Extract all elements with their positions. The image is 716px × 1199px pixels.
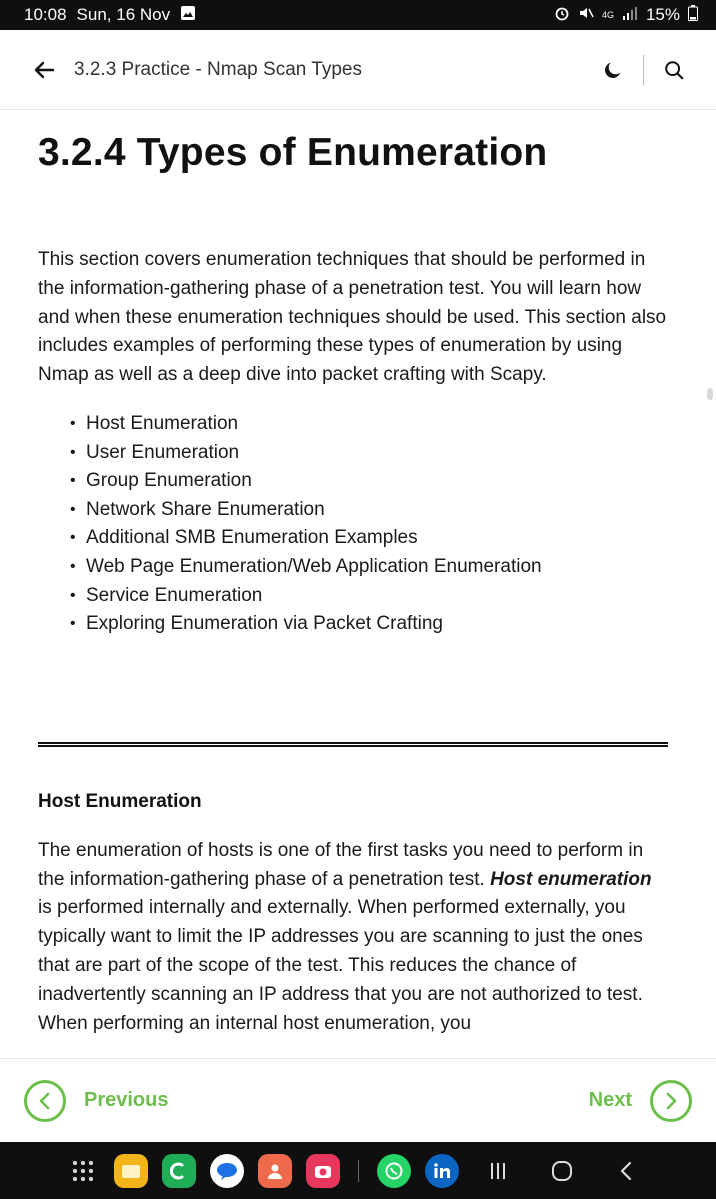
dark-mode-button[interactable] bbox=[591, 48, 635, 92]
mute-icon bbox=[578, 5, 594, 26]
network-type: 4G bbox=[601, 9, 614, 20]
intro-paragraph: This section covers enumeration techniques that should be performed in the information-gathering phase of a penetration test. You will learn how and when these enumeration techniques should be used. This section also includes examples of performing these types of enumeration by using Nmap as well as a deep dive into packet crafting with Scapy. bbox=[38, 249, 667, 386]
chevron-left-icon bbox=[619, 1161, 633, 1181]
list-item: • Service Enumeration bbox=[70, 582, 670, 611]
whatsapp-app-icon[interactable] bbox=[377, 1154, 411, 1188]
status-time: 10:08 bbox=[24, 5, 67, 24]
alarm-icon bbox=[554, 5, 570, 26]
battery-level: 15% bbox=[645, 5, 680, 24]
gallery-icon bbox=[180, 5, 196, 26]
phone-app-icon[interactable] bbox=[162, 1154, 196, 1188]
back-nav-button[interactable] bbox=[601, 1154, 651, 1188]
host-enumeration-paragraph bbox=[38, 837, 670, 1039]
messages-app-icon[interactable] bbox=[210, 1154, 244, 1188]
host-para-text-2: is performed internally and externally. When performed externally, you typically want to limit the IP addresses you are scanning to just the ones that are part of the scope of the test. This reduces the chance of inadvertently scanning an IP address that you are not authorized to test. When performing an internal host enumeration, you bbox=[38, 897, 643, 1034]
next-button[interactable] bbox=[589, 1080, 692, 1122]
camera-app-icon[interactable] bbox=[306, 1154, 340, 1188]
list-item: • Host Enumeration bbox=[70, 410, 670, 439]
chevron-right-icon bbox=[661, 1091, 681, 1111]
home-button[interactable] bbox=[537, 1154, 587, 1188]
app-bar-title: 3.2.3 Practice - Nmap Scan Types bbox=[74, 58, 362, 80]
toolbar-divider bbox=[643, 55, 644, 85]
list-item: • User Enumeration bbox=[70, 439, 670, 468]
next-label: Next bbox=[588, 1089, 632, 1111]
recent-apps-button[interactable] bbox=[473, 1154, 523, 1188]
previous-label: Previous bbox=[84, 1089, 169, 1111]
host-para-text-1: The enumeration of hosts is one of the first tasks you need to perform in the information-gathering phase of a penetration test. bbox=[38, 839, 644, 890]
app-bar bbox=[0, 30, 716, 110]
list-item: • Additional SMB Enumeration Examples bbox=[70, 524, 670, 553]
list-item: • Group Enumeration bbox=[70, 467, 670, 496]
files-app-icon[interactable] bbox=[114, 1154, 148, 1188]
battery-icon bbox=[688, 5, 698, 26]
page-title: 3.2.4 Types of Enumeration bbox=[38, 131, 548, 174]
list-item: • Network Share Enumeration bbox=[70, 496, 670, 525]
search-icon bbox=[663, 59, 685, 81]
home-icon bbox=[551, 1160, 573, 1182]
contacts-app-icon[interactable] bbox=[258, 1154, 292, 1188]
pager bbox=[0, 1058, 716, 1142]
list-item: • Exploring Enumeration via Packet Crafting bbox=[70, 610, 670, 639]
topic-list bbox=[38, 410, 670, 639]
search-button[interactable] bbox=[652, 48, 696, 92]
recents-icon bbox=[488, 1162, 508, 1180]
host-enumeration-term: Host enumeration bbox=[490, 868, 652, 890]
back-button[interactable] bbox=[20, 45, 70, 95]
nav-separator bbox=[358, 1160, 359, 1182]
system-nav-bar bbox=[0, 1142, 716, 1199]
status-bar bbox=[0, 0, 716, 30]
next-circle bbox=[650, 1080, 692, 1122]
section-heading: Host Enumeration bbox=[38, 790, 202, 812]
apps-grid-icon[interactable] bbox=[66, 1154, 100, 1188]
previous-circle bbox=[24, 1080, 66, 1122]
arrow-left-icon bbox=[33, 58, 57, 82]
moon-icon bbox=[602, 59, 624, 81]
scroll-indicator[interactable] bbox=[707, 388, 713, 400]
previous-button[interactable] bbox=[24, 1080, 168, 1122]
linkedin-app-icon[interactable] bbox=[425, 1154, 459, 1188]
chevron-left-icon bbox=[35, 1091, 55, 1111]
article-content bbox=[38, 110, 670, 1058]
section-divider bbox=[38, 742, 668, 747]
list-item: • Web Page Enumeration/Web Application Enumeration bbox=[70, 553, 670, 582]
status-date: Sun, 16 Nov bbox=[76, 5, 171, 24]
signal-icon bbox=[622, 5, 638, 25]
